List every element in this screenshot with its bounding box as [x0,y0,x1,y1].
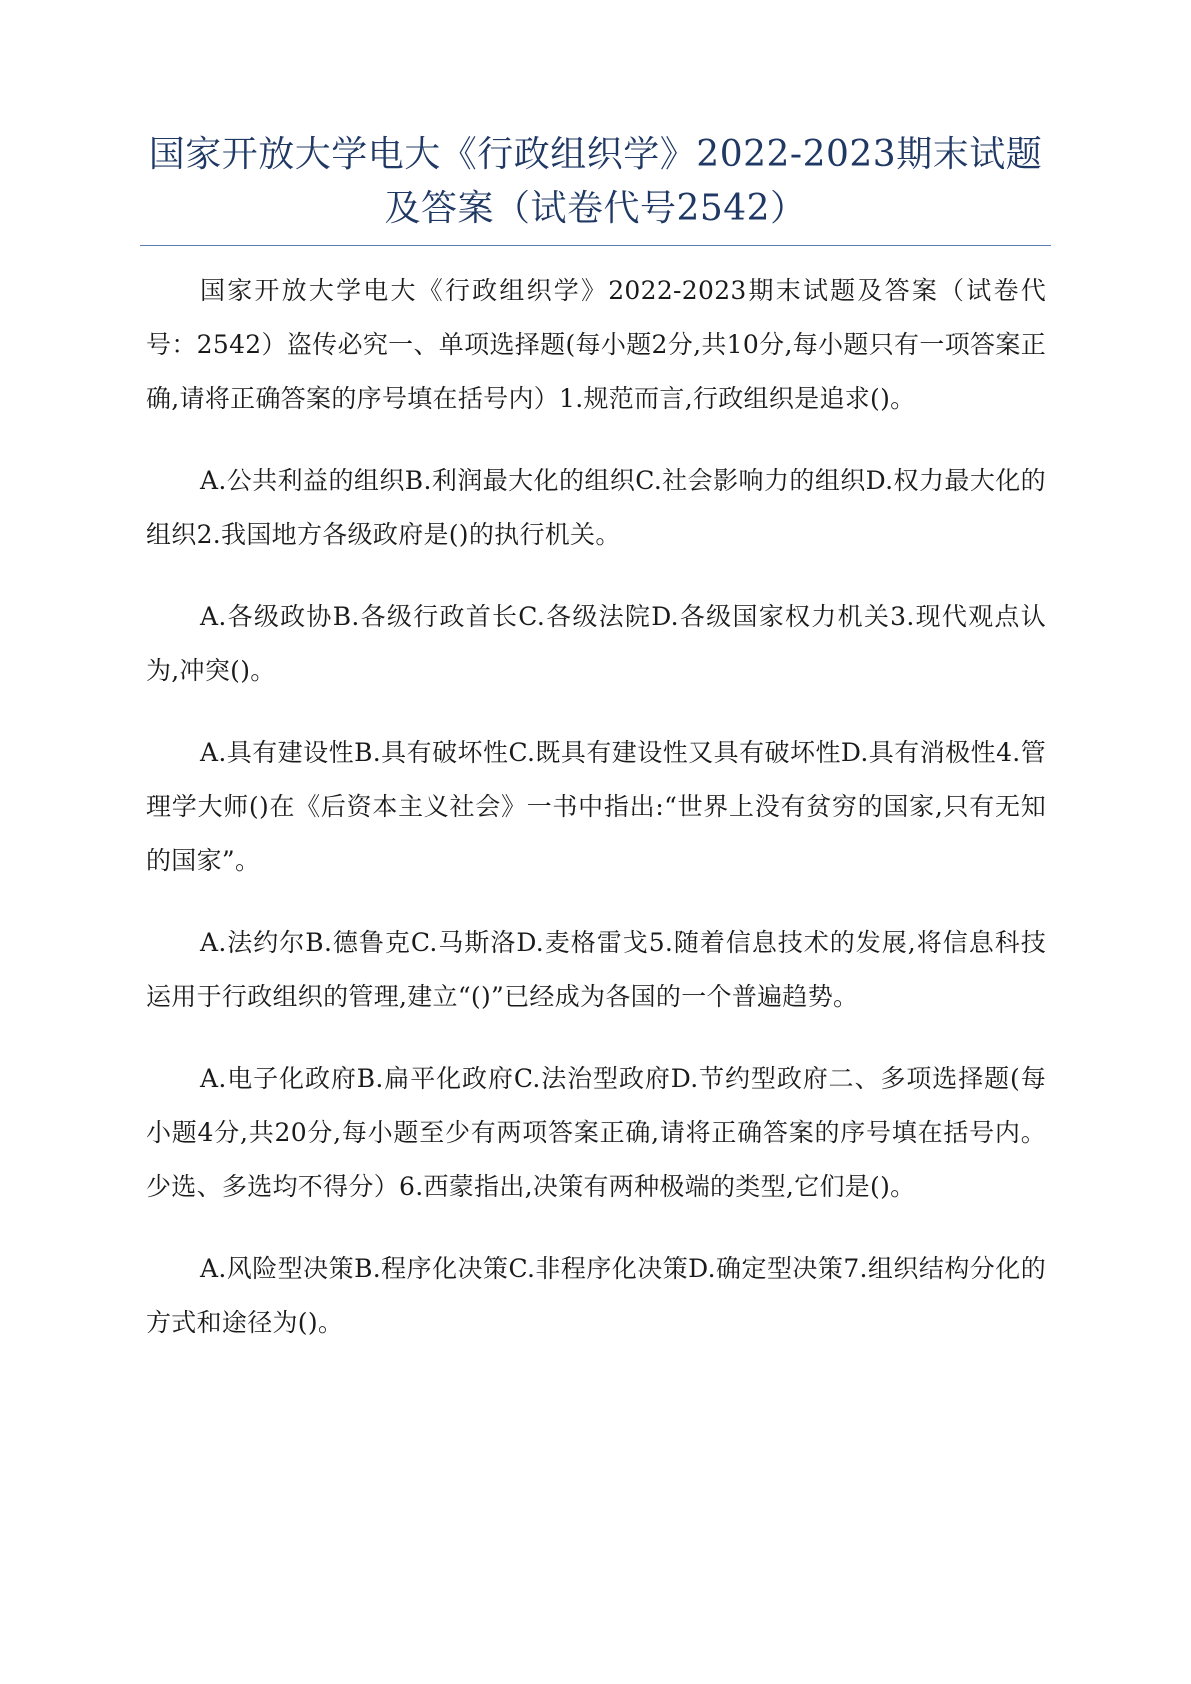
title-divider [140,245,1051,246]
paragraph-q1-options: A.公共利益的组织B.利润最大化的组织C.社会影响力的组织D.权力最大化的组织2.我国地方各级政府是()的执行机关。 [146,466,1046,549]
paragraph-q6-options: A.风险型决策B.程序化决策C.非程序化决策D.确定型决策7.组织结构分化的方式和途径为()。 [146,1254,1046,1337]
document-title: 国家开放大学电大《行政组织学》2022-2023期末试题及答案（试卷代号2542） [148,134,1043,229]
paragraph-intro: 国家开放大学电大《行政组织学》2022-2023期末试题及答案（试卷代号：2542）盗传必究一、单项选择题(每小题2分,共10分,每小题只有一项答案正确,请将正确答案的序号填在括号内）1.规范而言,行政组织是追求()。 [146,276,1046,413]
paragraph-q5-options: A.电子化政府B.扁平化政府C.法治型政府D.节约型政府二、多项选择题(每小题4分,共20分,每小题至少有两项答案正确,请将正确答案的序号填在括号内。少选、多选均不得分）6.西蒙指出,决策有两种极端的类型,它们是()。 [146,1064,1046,1201]
paragraph-q2-options: A.各级政协B.各级行政首长C.各级法院D.各级国家权力机关3.现代观点认为,冲突()。 [146,602,1046,685]
paragraph-q3-options: A.具有建设性B.具有破坏性C.既具有建设性又具有破坏性D.具有消极性4.管理学大师()在《后资本主义社会》一书中指出:“世界上没有贫穷的国家,只有无知的国家”。 [146,738,1046,875]
document-body [146,264,1046,1378]
paragraph-q4-options: A.法约尔B.德鲁克C.马斯洛D.麦格雷戈5.随着信息技术的发展,将信息科技运用于行政组织的管理,建立“()”已经成为各国的一个普遍趋势。 [146,928,1046,1011]
